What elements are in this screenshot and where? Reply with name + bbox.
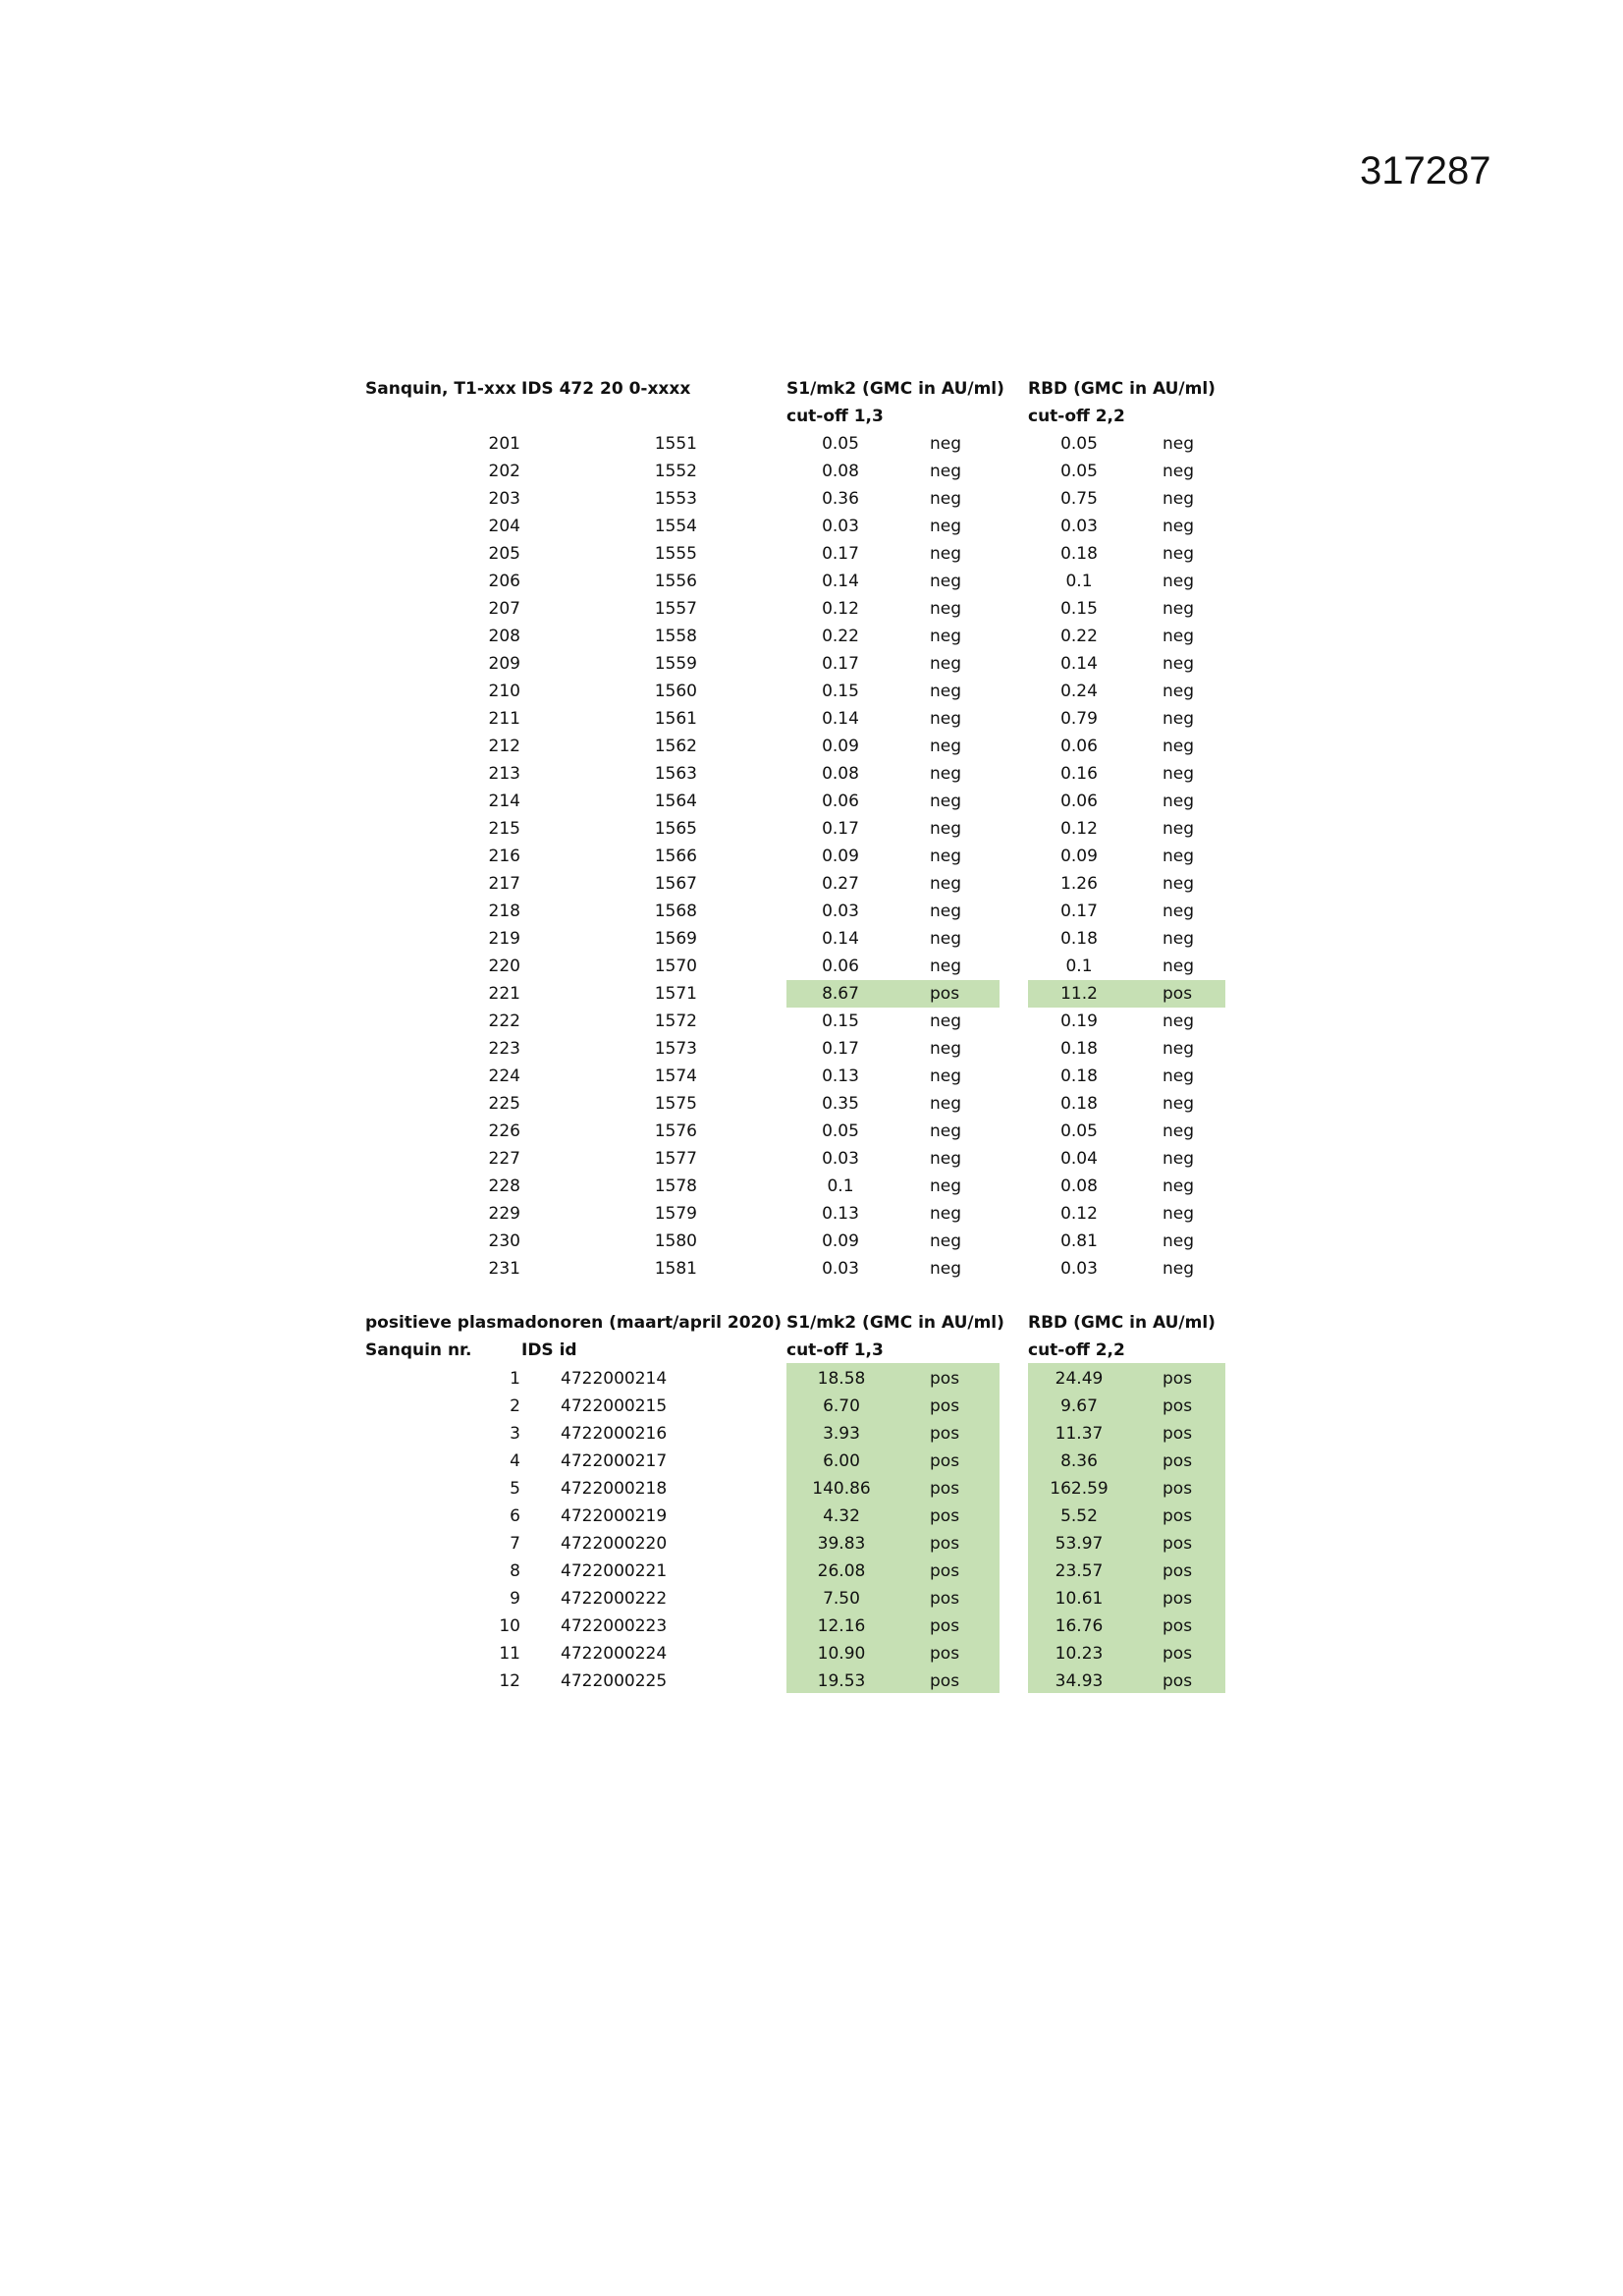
s1-value: 0.09 [822, 847, 859, 866]
sanquin-number: 201 [488, 434, 520, 454]
sanquin-number: 224 [488, 1066, 520, 1086]
s1-value: 0.12 [822, 599, 859, 619]
s1-result: pos [930, 1616, 960, 1636]
rbd-value: 162.59 [1050, 1479, 1109, 1499]
s1-value: 0.03 [822, 902, 859, 921]
sanquin-number: 218 [488, 902, 520, 921]
ids-number: 4722000214 [561, 1369, 668, 1389]
rbd-result: neg [1163, 764, 1195, 784]
rbd-result: neg [1163, 572, 1195, 591]
s1-result: neg [930, 874, 962, 894]
rbd-result: neg [1163, 737, 1195, 756]
rbd-value: 10.23 [1055, 1644, 1104, 1664]
s1-result: pos [930, 1589, 960, 1609]
rbd-value: 16.76 [1055, 1616, 1104, 1636]
s1-value: 0.17 [822, 544, 859, 564]
rbd-result: neg [1163, 1011, 1195, 1031]
ids-number: 1553 [654, 489, 697, 509]
ids-number: 4722000218 [561, 1479, 668, 1499]
page-number: 317287 [1360, 149, 1491, 192]
sanquin-number: 211 [488, 709, 520, 729]
rbd-result: pos [1163, 1369, 1193, 1389]
ids-number: 1557 [654, 599, 697, 619]
s1-result: pos [930, 1396, 960, 1416]
rbd-result: neg [1163, 599, 1195, 619]
s1-result: neg [930, 572, 962, 591]
rbd-value: 0.18 [1060, 1039, 1098, 1059]
rbd-result: pos [1163, 1561, 1193, 1581]
rbd-result: neg [1163, 1094, 1195, 1114]
sanquin-number: 2 [510, 1396, 520, 1416]
s1-result: neg [930, 517, 962, 536]
s1-result: neg [930, 1121, 962, 1141]
rbd-value: 0.05 [1060, 462, 1098, 481]
ids-number: 1558 [654, 627, 697, 646]
ids-number: 1578 [654, 1176, 697, 1196]
s1-result: neg [930, 682, 962, 701]
s1-value: 0.09 [822, 1231, 859, 1251]
s1-result: neg [930, 847, 962, 866]
rbd-value: 0.12 [1060, 1204, 1098, 1224]
rbd-value: 9.67 [1060, 1396, 1098, 1416]
sanquin-number: 223 [488, 1039, 520, 1059]
sanquin-number: 203 [488, 489, 520, 509]
sanquin-number: 228 [488, 1176, 520, 1196]
ids-number: 1562 [654, 737, 697, 756]
rbd-result: pos [1163, 1534, 1193, 1554]
s1-result: pos [930, 1671, 960, 1691]
table2-header-rbd: RBD (GMC in AU/ml) [1028, 1313, 1216, 1333]
table2-header-rbd-cutoff: cut-off 2,2 [1028, 1340, 1125, 1360]
s1-value: 0.14 [822, 929, 859, 949]
sanquin-number: 215 [488, 819, 520, 839]
rbd-result: pos [1163, 984, 1193, 1004]
sanquin-number: 222 [488, 1011, 520, 1031]
ids-number: 1573 [654, 1039, 697, 1059]
ids-number: 4722000223 [561, 1616, 668, 1636]
rbd-result: neg [1163, 462, 1195, 481]
s1-result: neg [930, 902, 962, 921]
rbd-value: 0.18 [1060, 1094, 1098, 1114]
rbd-result: neg [1163, 709, 1195, 729]
s1-value: 0.05 [822, 434, 859, 454]
rbd-result: neg [1163, 682, 1195, 701]
sanquin-number: 6 [510, 1506, 520, 1526]
rbd-value: 0.1 [1065, 957, 1093, 976]
s1-value: 4.32 [823, 1506, 860, 1526]
ids-number: 1565 [654, 819, 697, 839]
s1-result: neg [930, 1149, 962, 1169]
sanquin-number: 7 [510, 1534, 520, 1554]
s1-value: 0.03 [822, 1259, 859, 1279]
s1-value: 18.58 [817, 1369, 866, 1389]
s1-value: 0.08 [822, 764, 859, 784]
sanquin-number: 225 [488, 1094, 520, 1114]
s1-result: neg [930, 709, 962, 729]
s1-value: 0.06 [822, 957, 859, 976]
rbd-result: neg [1163, 792, 1195, 811]
s1-value: 6.00 [823, 1451, 860, 1471]
s1-result: neg [930, 599, 962, 619]
s1-result: neg [930, 1011, 962, 1031]
rbd-value: 0.16 [1060, 764, 1098, 784]
rbd-result: neg [1163, 517, 1195, 536]
table2-header-ids: IDS id [521, 1340, 577, 1360]
s1-result: neg [930, 764, 962, 784]
ids-number: 1551 [654, 434, 697, 454]
rbd-value: 53.97 [1055, 1534, 1104, 1554]
sanquin-number: 227 [488, 1149, 520, 1169]
sanquin-number: 206 [488, 572, 520, 591]
s1-value: 0.27 [822, 874, 859, 894]
rbd-result: neg [1163, 434, 1195, 454]
rbd-value: 0.04 [1060, 1149, 1098, 1169]
rbd-value: 0.1 [1065, 572, 1093, 591]
s1-value: 140.86 [812, 1479, 871, 1499]
ids-number: 4722000219 [561, 1506, 668, 1526]
s1-value: 39.83 [817, 1534, 866, 1554]
table2-header-sanquin: Sanquin nr. [365, 1340, 472, 1360]
rbd-value: 5.52 [1060, 1506, 1098, 1526]
rbd-value: 10.61 [1055, 1589, 1104, 1609]
s1-value: 0.09 [822, 737, 859, 756]
ids-number: 4722000217 [561, 1451, 668, 1471]
rbd-result: pos [1163, 1396, 1193, 1416]
rbd-value: 11.2 [1060, 984, 1098, 1004]
sanquin-number: 204 [488, 517, 520, 536]
s1-value: 0.15 [822, 682, 859, 701]
s1-result: pos [930, 1506, 960, 1526]
rbd-value: 0.75 [1060, 489, 1098, 509]
sanquin-number: 10 [499, 1616, 520, 1636]
rbd-value: 8.36 [1060, 1451, 1098, 1471]
ids-number: 1575 [654, 1094, 697, 1114]
table2-title: positieve plasmadonoren (maart/april 2020) [365, 1313, 782, 1333]
sanquin-number: 208 [488, 627, 520, 646]
s1-value: 0.36 [822, 489, 859, 509]
s1-value: 0.14 [822, 709, 859, 729]
ids-number: 4722000215 [561, 1396, 668, 1416]
sanquin-number: 214 [488, 792, 520, 811]
sanquin-number: 5 [510, 1479, 520, 1499]
s1-result: pos [930, 1451, 960, 1471]
s1-result: neg [930, 1039, 962, 1059]
ids-number: 1569 [654, 929, 697, 949]
rbd-result: neg [1163, 1149, 1195, 1169]
table1-header-rbd: RBD (GMC in AU/ml) [1028, 379, 1216, 399]
table1-header-rbd-cutoff: cut-off 2,2 [1028, 407, 1125, 426]
rbd-result: pos [1163, 1451, 1193, 1471]
rbd-result: pos [1163, 1644, 1193, 1664]
s1-value: 0.03 [822, 1149, 859, 1169]
rbd-result: neg [1163, 489, 1195, 509]
table1-header-s1: S1/mk2 (GMC in AU/ml) [786, 379, 1004, 399]
s1-result: pos [930, 1534, 960, 1554]
sanquin-number: 12 [499, 1671, 520, 1691]
ids-number: 4722000221 [561, 1561, 668, 1581]
ids-number: 1574 [654, 1066, 697, 1086]
s1-value: 26.08 [817, 1561, 866, 1581]
rbd-value: 0.22 [1060, 627, 1098, 646]
sanquin-number: 221 [488, 984, 520, 1004]
rbd-value: 0.17 [1060, 902, 1098, 921]
rbd-result: neg [1163, 1204, 1195, 1224]
ids-number: 1571 [654, 984, 697, 1004]
s1-result: neg [930, 1231, 962, 1251]
rbd-value: 0.18 [1060, 1066, 1098, 1086]
s1-result: neg [930, 819, 962, 839]
s1-value: 0.14 [822, 572, 859, 591]
ids-number: 1581 [654, 1259, 697, 1279]
s1-result: pos [930, 1561, 960, 1581]
s1-result: neg [930, 462, 962, 481]
rbd-value: 0.24 [1060, 682, 1098, 701]
s1-value: 8.67 [822, 984, 859, 1004]
s1-value: 0.17 [822, 654, 859, 674]
rbd-value: 1.26 [1060, 874, 1098, 894]
rbd-value: 0.03 [1060, 517, 1098, 536]
rbd-result: neg [1163, 1259, 1195, 1279]
ids-number: 4722000224 [561, 1644, 668, 1664]
s1-result: neg [930, 544, 962, 564]
s1-result: neg [930, 1259, 962, 1279]
s1-value: 0.13 [822, 1204, 859, 1224]
rbd-value: 0.81 [1060, 1231, 1098, 1251]
rbd-result: neg [1163, 902, 1195, 921]
rbd-value: 0.19 [1060, 1011, 1098, 1031]
s1-result: pos [930, 1369, 960, 1389]
rbd-value: 0.15 [1060, 599, 1098, 619]
rbd-result: neg [1163, 627, 1195, 646]
s1-result: neg [930, 489, 962, 509]
s1-value: 6.70 [823, 1396, 860, 1416]
ids-number: 1580 [654, 1231, 697, 1251]
s1-result: neg [930, 1176, 962, 1196]
ids-number: 1572 [654, 1011, 697, 1031]
rbd-value: 0.06 [1060, 792, 1098, 811]
s1-result: neg [930, 654, 962, 674]
ids-number: 4722000225 [561, 1671, 668, 1691]
ids-number: 1577 [654, 1149, 697, 1169]
s1-result: neg [930, 1094, 962, 1114]
sanquin-number: 11 [499, 1644, 520, 1664]
s1-result: neg [930, 434, 962, 454]
ids-number: 4722000220 [561, 1534, 668, 1554]
s1-value: 0.13 [822, 1066, 859, 1086]
s1-result: neg [930, 1204, 962, 1224]
sanquin-number: 231 [488, 1259, 520, 1279]
rbd-value: 0.09 [1060, 847, 1098, 866]
sanquin-number: 230 [488, 1231, 520, 1251]
rbd-value: 23.57 [1055, 1561, 1104, 1581]
sanquin-number: 202 [488, 462, 520, 481]
rbd-value: 0.06 [1060, 737, 1098, 756]
table1-header-ids: IDS 472 20 0-xxxx [521, 379, 691, 399]
ids-number: 1554 [654, 517, 697, 536]
sanquin-number: 1 [510, 1369, 520, 1389]
sanquin-number: 219 [488, 929, 520, 949]
ids-number: 1563 [654, 764, 697, 784]
rbd-result: neg [1163, 957, 1195, 976]
sanquin-number: 209 [488, 654, 520, 674]
s1-value: 12.16 [817, 1616, 866, 1636]
s1-result: neg [930, 792, 962, 811]
ids-number: 1560 [654, 682, 697, 701]
ids-number: 1561 [654, 709, 697, 729]
rbd-value: 34.93 [1055, 1671, 1104, 1691]
rbd-result: pos [1163, 1479, 1193, 1499]
sanquin-number: 220 [488, 957, 520, 976]
table2-header-s1-cutoff: cut-off 1,3 [786, 1340, 884, 1360]
s1-result: neg [930, 737, 962, 756]
s1-value: 7.50 [823, 1589, 860, 1609]
sanquin-number: 213 [488, 764, 520, 784]
sanquin-number: 3 [510, 1424, 520, 1444]
s1-value: 0.22 [822, 627, 859, 646]
rbd-result: neg [1163, 1039, 1195, 1059]
s1-value: 0.15 [822, 1011, 859, 1031]
s1-result: neg [930, 957, 962, 976]
s1-value: 3.93 [823, 1424, 860, 1444]
sanquin-number: 8 [510, 1561, 520, 1581]
table1-header-sanquin: Sanquin, T1-xxx [365, 379, 516, 399]
ids-number: 1552 [654, 462, 697, 481]
s1-result: pos [930, 984, 960, 1004]
s1-value: 0.1 [827, 1176, 854, 1196]
rbd-value: 0.79 [1060, 709, 1098, 729]
rbd-value: 0.05 [1060, 1121, 1098, 1141]
sanquin-number: 212 [488, 737, 520, 756]
ids-number: 1559 [654, 654, 697, 674]
rbd-result: pos [1163, 1671, 1193, 1691]
rbd-result: pos [1163, 1506, 1193, 1526]
s1-value: 0.35 [822, 1094, 859, 1114]
ids-number: 1567 [654, 874, 697, 894]
rbd-value: 11.37 [1055, 1424, 1104, 1444]
rbd-result: neg [1163, 1231, 1195, 1251]
s1-result: neg [930, 1066, 962, 1086]
rbd-result: pos [1163, 1616, 1193, 1636]
rbd-result: neg [1163, 874, 1195, 894]
rbd-value: 0.18 [1060, 544, 1098, 564]
rbd-value: 0.03 [1060, 1259, 1098, 1279]
ids-number: 1566 [654, 847, 697, 866]
sanquin-number: 205 [488, 544, 520, 564]
sanquin-number: 229 [488, 1204, 520, 1224]
rbd-value: 0.14 [1060, 654, 1098, 674]
s1-value: 0.05 [822, 1121, 859, 1141]
s1-result: pos [930, 1424, 960, 1444]
rbd-result: neg [1163, 1066, 1195, 1086]
rbd-value: 24.49 [1055, 1369, 1104, 1389]
ids-number: 4722000216 [561, 1424, 668, 1444]
s1-value: 0.08 [822, 462, 859, 481]
s1-value: 19.53 [817, 1671, 866, 1691]
ids-number: 1570 [654, 957, 697, 976]
rbd-result: pos [1163, 1424, 1193, 1444]
rbd-result: neg [1163, 1121, 1195, 1141]
s1-result: pos [930, 1644, 960, 1664]
sanquin-number: 9 [510, 1589, 520, 1609]
rbd-value: 0.18 [1060, 929, 1098, 949]
rbd-result: neg [1163, 847, 1195, 866]
ids-number: 1576 [654, 1121, 697, 1141]
s1-value: 0.17 [822, 1039, 859, 1059]
rbd-result: neg [1163, 929, 1195, 949]
rbd-result: neg [1163, 544, 1195, 564]
s1-result: pos [930, 1479, 960, 1499]
rbd-result: neg [1163, 819, 1195, 839]
sanquin-number: 217 [488, 874, 520, 894]
sanquin-number: 226 [488, 1121, 520, 1141]
rbd-value: 0.12 [1060, 819, 1098, 839]
s1-result: neg [930, 929, 962, 949]
s1-value: 0.17 [822, 819, 859, 839]
ids-number: 4722000222 [561, 1589, 668, 1609]
sanquin-number: 216 [488, 847, 520, 866]
ids-number: 1568 [654, 902, 697, 921]
ids-number: 1556 [654, 572, 697, 591]
table1-header-s1-cutoff: cut-off 1,3 [786, 407, 884, 426]
rbd-result: neg [1163, 1176, 1195, 1196]
table2-header-s1: S1/mk2 (GMC in AU/ml) [786, 1313, 1004, 1333]
rbd-value: 0.08 [1060, 1176, 1098, 1196]
s1-value: 0.06 [822, 792, 859, 811]
sanquin-number: 210 [488, 682, 520, 701]
rbd-value: 0.05 [1060, 434, 1098, 454]
rbd-result: pos [1163, 1589, 1193, 1609]
sanquin-number: 207 [488, 599, 520, 619]
ids-number: 1555 [654, 544, 697, 564]
s1-value: 0.03 [822, 517, 859, 536]
sanquin-number: 4 [510, 1451, 520, 1471]
ids-number: 1579 [654, 1204, 697, 1224]
s1-result: neg [930, 627, 962, 646]
ids-number: 1564 [654, 792, 697, 811]
rbd-result: neg [1163, 654, 1195, 674]
s1-value: 10.90 [817, 1644, 866, 1664]
